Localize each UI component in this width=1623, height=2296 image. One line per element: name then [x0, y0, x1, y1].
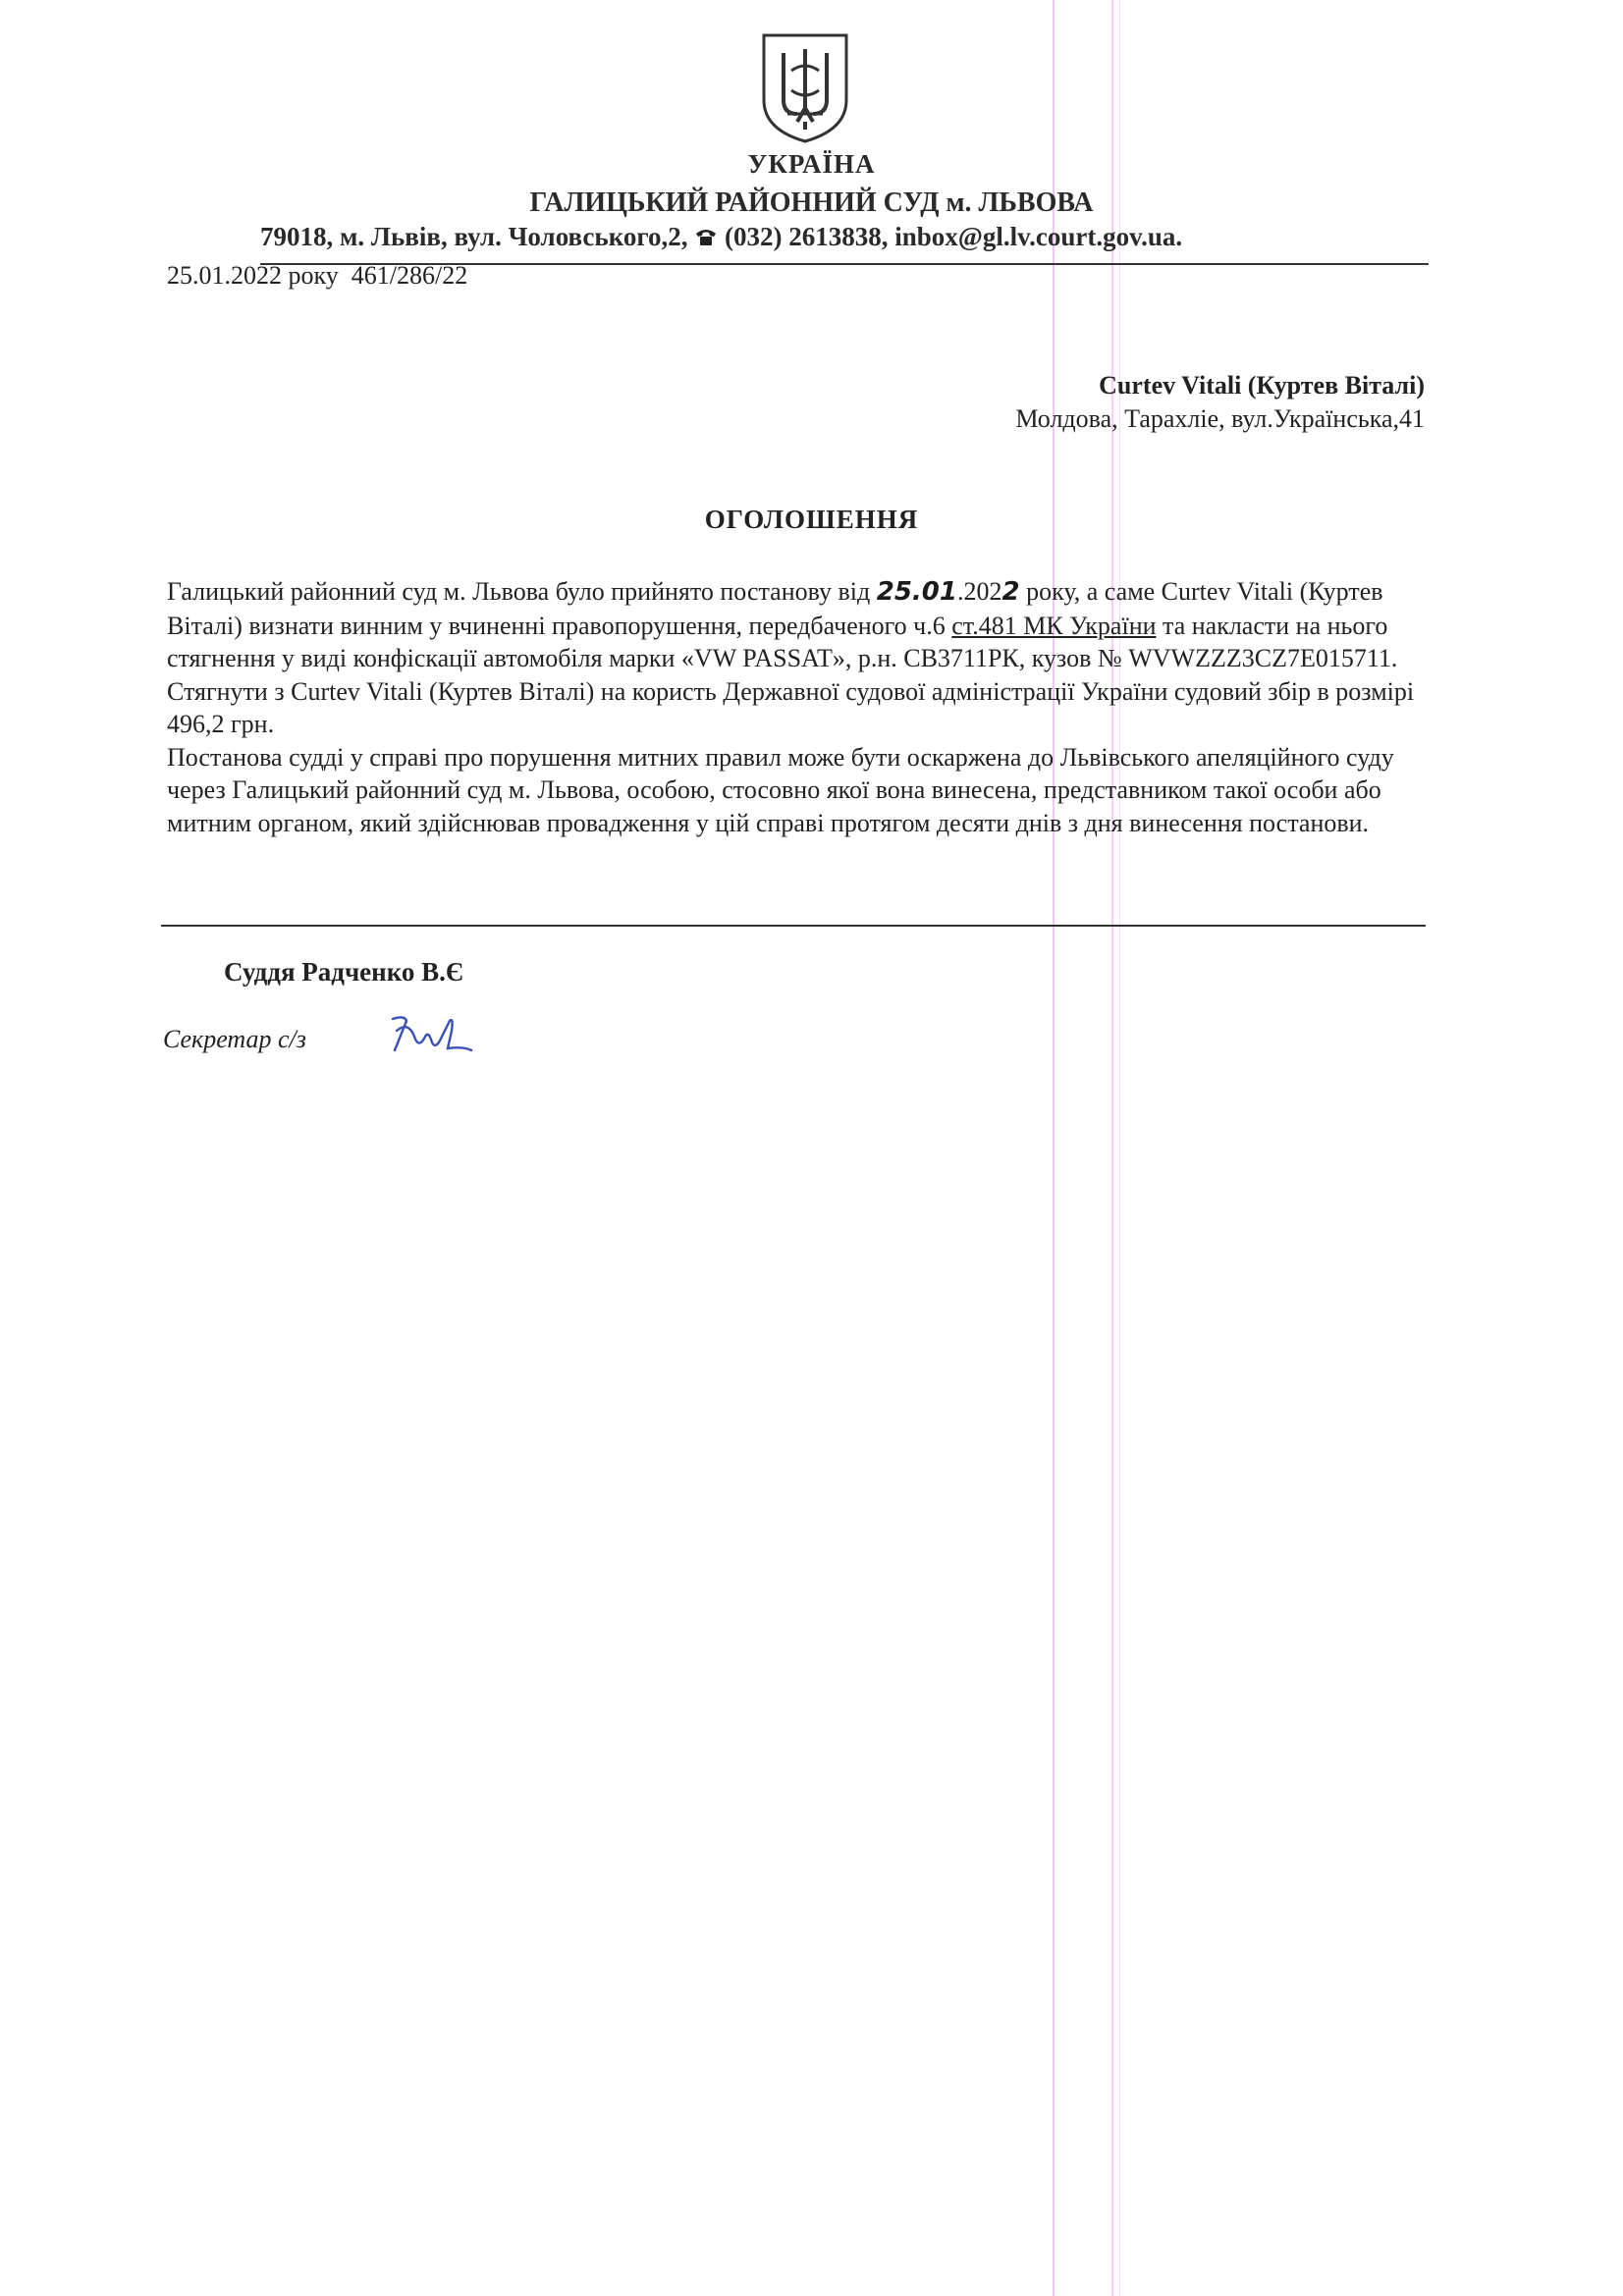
- telephone-icon: [694, 228, 718, 247]
- handwritten-date: 25.01: [876, 577, 957, 607]
- body-text-segment: .202: [957, 577, 1002, 606]
- court-address: 79018, м. Львів, вул. Чоловського,2,: [260, 222, 688, 251]
- document-title: ОГОЛОШЕННЯ: [704, 505, 919, 534]
- document-reference: 25.01.2022 року 461/286/22: [167, 261, 468, 290]
- secretary-label: Секретар с/з: [163, 1025, 306, 1053]
- body-text-segment: Галицький районний суд м. Львова було прийнято постанову від: [167, 577, 877, 606]
- addressee-address: Молдова, Тарахліе, вул.Українська,41: [1015, 404, 1425, 433]
- court-phone: (032) 2613838: [724, 222, 882, 251]
- body-divider: [161, 925, 1426, 927]
- body-paragraph: Постанова судді у справі про порушення митних правил може бути оскаржена до Львівського апеляційного суду через Галицький районний суд м. Львова, особою, стосовно якої вона винесена, представником такої особи або митним органом, який здійснював провадження у цій справі протягом десяти днів з дня винесення постанови.: [167, 742, 1394, 837]
- scan-artifact-line: [1119, 0, 1120, 2296]
- judge-signature-line: Суддя Радченко В.Є: [224, 957, 464, 987]
- body-text-segment: та накласти на нього стягнення у виді конфіскації автомобіля марки «VW PASSAT», р.н. СВ3711РК, кузов № WVWZZZ3CZ7E015711.: [167, 611, 1398, 672]
- body-text-segment: року, а саме Curtev Vitali (Куртев Віталі) визнати винним у вчиненні правопорушення, передбаченого ч.6: [167, 577, 1383, 640]
- handwritten-date: 2: [1001, 577, 1020, 607]
- country-heading: УКРАЇНА: [747, 149, 876, 179]
- law-article-link[interactable]: ст.481 МК України: [951, 611, 1157, 640]
- coat-of-arms-emblem: [758, 31, 852, 145]
- court-contacts: [260, 222, 1301, 252]
- body-paragraph: Стягнути з Curtev Vitali (Куртев Віталі) на користь Державної судової адміністрації України судовий збір в розмірі 496,2 грн.: [167, 676, 1415, 738]
- announcement-body: [167, 575, 1434, 839]
- court-email: , inbox@gl.lv.court.gov.ua.: [881, 222, 1183, 251]
- handwritten-signature: [385, 1011, 475, 1058]
- scan-artifact-line: [1111, 0, 1113, 2296]
- body-paragraph: [167, 575, 1434, 675]
- court-name-heading: ГАЛИЦЬКИЙ РАЙОННИЙ СУД м. ЛЬВОВА: [529, 187, 1094, 218]
- addressee-name: Curtev Vitali (Куртев Віталі): [1099, 371, 1425, 400]
- scan-artifact-line: [1053, 0, 1055, 2296]
